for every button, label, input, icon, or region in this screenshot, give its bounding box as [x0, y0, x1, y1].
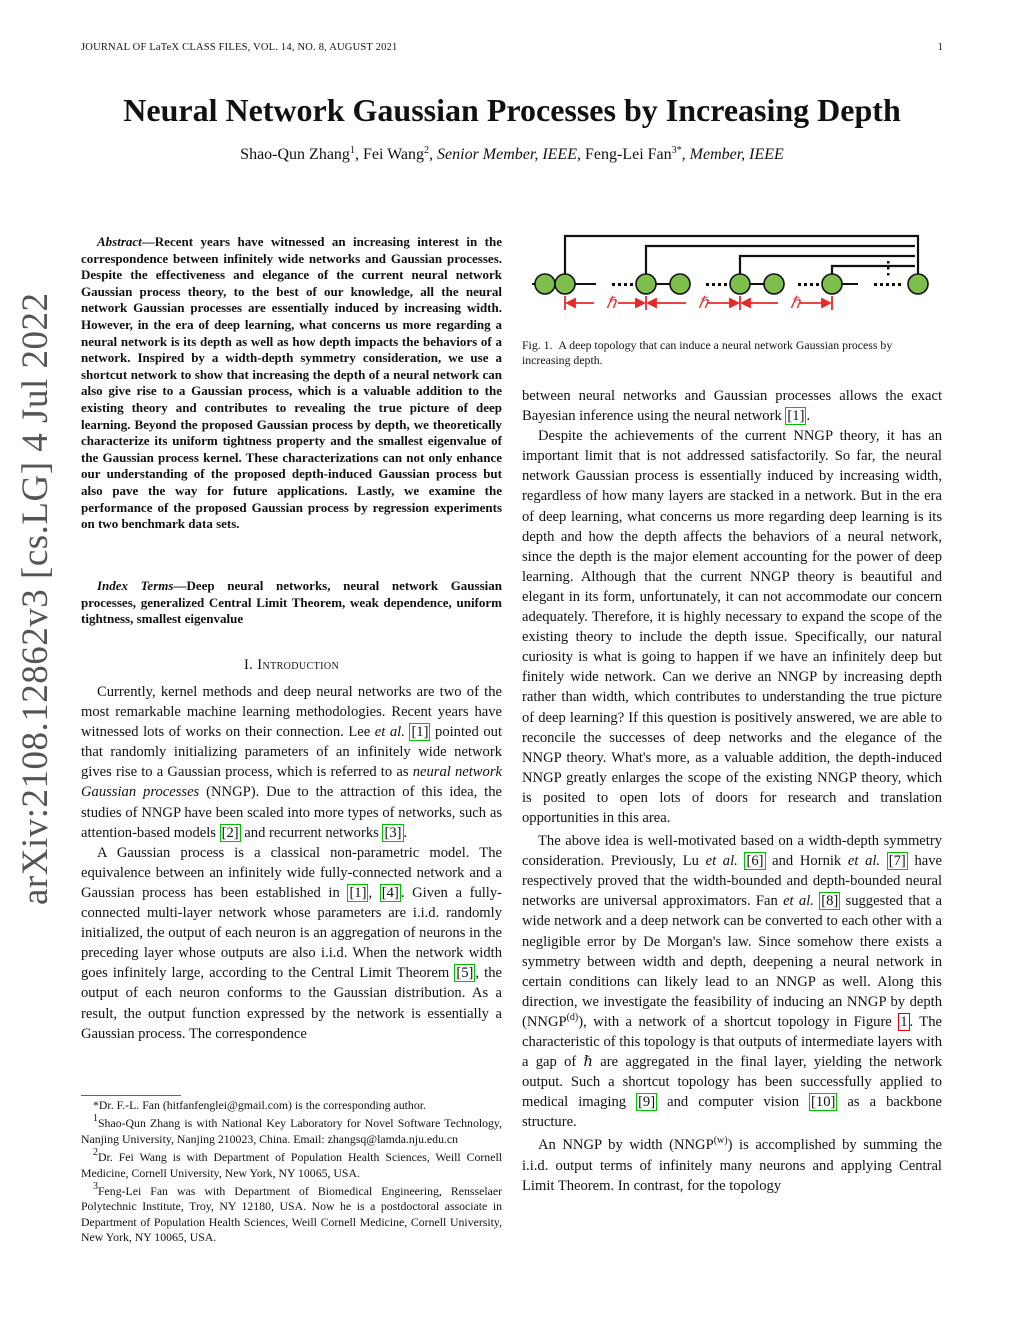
- node: [535, 274, 555, 294]
- citation-link[interactable]: [5]: [456, 965, 474, 982]
- gap-label: ℏ: [698, 295, 709, 312]
- gap-label: ℏ: [606, 295, 617, 312]
- abstract-label: Abstract: [97, 234, 142, 249]
- paragraph: between neural networks and Gaussian processes allows the exact Bayesian inference using the neural network [1] .: [522, 388, 942, 425]
- author-2: Fei Wang: [362, 146, 425, 163]
- author-line: Shao-Qun Zhang$^1$, Fei Wang$^2$, Senior Member, IEEE, Feng-Lei Fan$^{3*}$, Member, IEEE: [240, 145, 784, 163]
- index-terms: [81, 578, 502, 628]
- paragraph: Despite the achievements of the current NNGP theory, it has an important limit that is not addressed satisfactorily. So far, the neural network Gaussian process is essentially induced by increasing width, regardless of how many layers are stacked in a network. But in the era of deep learning, what concerns us more regarding deep learning is its depth and how the depth affects the behaviors of a neural network, since the depth is the major element accounting for the power of deep learning. Although that the current NNGP theory is beautiful and elegant in its form, unfortunately, it can not accommodate our concern adequately. Therefore, it is highly necessary to expand the scope of the existing theory to include the depth issue. Specifically, our natural curiosity is what is going to happen if we have an infinitely deep but finitely wide network. Can we derive an NNGP by increasing depth rather than width, which contributes to understanding the true picture of deep learning? If this question is positively answered, we are able to reconcile the successes of deep networks and the elegance of the NNGP theory. What's more, as a valuable addition, the depth-induced NNGP greatly enlarges the scope of the existing NNGP theory, which is posited to open lots of doors for research and translation opportunities in this area.: [522, 428, 942, 826]
- page-number: 1: [937, 42, 943, 53]
- node: [670, 274, 690, 294]
- footnote-1: $^1$Shao-Qun Zhang is with National Key Laboratory for Novel Software Technology, Nanjing University, Nanjing 210023, China. Email: zhangsq@lamda.nju.edu.cn: [81, 1113, 502, 1146]
- figure-1-diagram: [522, 228, 942, 320]
- citation-link[interactable]: [9]: [638, 1094, 656, 1111]
- citation-link[interactable]: [4]: [381, 884, 399, 901]
- footnote-2: $^2$Dr. Fei Wang is with Department of Population Health Sciences, Weill Cornell Medicine, Cornell University, New York, NY 10065, USA.: [81, 1147, 502, 1180]
- intro-left-column: [81, 682, 502, 1044]
- citation-link[interactable]: [1]: [349, 884, 367, 901]
- author-2-sup: 2: [424, 145, 430, 156]
- paragraph: A Gaussian process is a classical non-parametric model. The equivalence between an infinitely wide fully-connected network and a Gaussian process has been established in [1] , [4] . Given a fully-connected multi-layer network whose parameters are i.i.d. randomly initialized, the output of each neuron is an aggregation of neurons in the preceding layer whose outputs are also i.i.d. When the network width goes infinitely large, according to the Central Limit Theorem [5] , the output of each neuron conforms to the Gaussian distribution. As a result, the output function expressed by the network is essentially a Gaussian process. The correspondence: [81, 844, 503, 1042]
- author-3-role: Member, IEEE: [689, 146, 784, 163]
- node: [555, 274, 575, 294]
- author-2-role: Senior Member, IEEE: [437, 146, 577, 163]
- index-terms-label: Index Terms: [97, 578, 174, 593]
- index-terms-text: —Deep neural networks, neural network Gaussian processes, generalized Central Limit Theorem, weak dependence, uniform tightness, smallest eigenvalue: [81, 578, 502, 627]
- citation-link[interactable]: [3]: [384, 824, 402, 841]
- footnotes: [81, 1098, 502, 1249]
- paragraph: The above idea is well-motivated based on a width-depth symmetry consideration. Previously, Lu et al. [6] and Hornik et al. [7] have respectively proved that the width-bounded and depth-bounded neural networks are universal approximators. Fan et al. [8] suggested that a wide network and a deep network can be converted to each other with a negligible error by De Morgan's law. Since somehow there exists a symmetry between width and depth, deepening a neural network in certain conditions can likely lead to an NNGP as well. Along this direction, we investigate the feasibility of inducing an NNGP by depth (NNGP$^{(d)}$), with a network of a shortcut topology in Figure 1 . The characteristic of this topology is that outputs of intermediate layers with a gap of ℏ are aggregated in the final layer, yielding the network output. Such a shortcut topology has been successfully applied to medical imaging [9] and computer vision [10] as a backbone structure.: [522, 833, 943, 1131]
- author-1: Shao-Qun Zhang: [240, 146, 350, 163]
- paragraph: An NNGP by width (NNGP$^{(w)}$) is accomplished by summing the i.i.d. output terms of infinitely many neurons and applying Central Limit Theorem. In contrast, for the topology: [522, 1135, 942, 1194]
- citation-link[interactable]: [1]: [411, 724, 429, 741]
- node: [908, 274, 928, 294]
- node: [822, 274, 842, 294]
- footnote-3: $^3$Feng-Lei Fan was with Department of Biomedical Engineering, Rensselaer Polytechnic Institute, Troy, NY 12180, USA. Now he is a postdoctoral associate in Department of Population Health Sciences, Weill Cornell Medicine, Cornell University, New York, NY 10065, USA.: [81, 1181, 502, 1245]
- section-heading-introduction: I. Introduction: [243, 657, 340, 673]
- citation-link[interactable]: [6]: [746, 853, 764, 870]
- node: [764, 274, 784, 294]
- author-3-sup: 3*: [671, 145, 682, 156]
- node: [636, 274, 656, 294]
- figure-link[interactable]: 1: [900, 1013, 908, 1030]
- abstract-text: —Recent years have witnessed an increasing interest in the correspondence between infinitely wide networks and Gaussian processes. Despite the effectiveness and elegance of the current neural network Gaussian process theory, to the best of our knowledge, all the neural network Gaussian processes are essentially induced by increasing width. However, in the era of deep learning, what concerns us more regarding a neural network is its depth as well as how depth impacts the behaviors of a network. Inspired by a width-depth symmetry consideration, we use a shortcut network to show that increasing the depth of a neural network can also give rise to a Gaussian process, which is a valuable addition to the existing theory and contributes to revealing the true picture of deep learning. Beyond the proposed Gaussian process by depth, we theoretically characterize its uniform tightness property and the smallest eigenvalue of the Gaussian process kernel. These characterizations can not only enhance our understanding of the proposed depth-induced Gaussian process but also pave the way for future applications. Lastly, we examine the performance of the proposed Gaussian process by regression experiments on two benchmark data sets.: [81, 234, 502, 532]
- citation-link[interactable]: [8]: [821, 893, 839, 910]
- running-header: JOURNAL OF LaTeX CLASS FILES, VOL. 14, NO. 8, AUGUST 2021: [81, 42, 398, 53]
- footnote-corresponding: *Dr. F.-L. Fan (hitfanfenglei@gmail.com) is the corresponding author.: [93, 1098, 426, 1112]
- node: [730, 274, 750, 294]
- author-1-sup: 1: [349, 145, 355, 156]
- abstract: [81, 234, 502, 533]
- arxiv-stamp[interactable]: arXiv:2108.12862v3 [cs.LG] 4 Jul 2022: [15, 292, 56, 905]
- shortcut-line-4: [832, 266, 915, 284]
- paragraph: Currently, kernel methods and deep neural networks are two of the most remarkable machine learning methodologies. Recent years have witnessed lots of works on their connection. Lee et al. [1] pointed out that randomly initializing parameters of an infinitely wide network gives rise to a Gaussian process, which is referred to as neural network Gaussian processes (NNGP). Due to the attraction of this idea, the studies of NNGP have been scaled into more types of networks, such as attention-based models [2] and recurrent networks [3] .: [81, 684, 502, 841]
- paper-title: Neural Network Gaussian Processes by Increasing Depth: [123, 92, 901, 128]
- gap-label: ℏ: [790, 295, 801, 312]
- footnote-rule: [81, 1095, 181, 1096]
- vertical-ellipsis: [887, 261, 890, 276]
- citation-link[interactable]: [10]: [811, 1094, 836, 1111]
- author-3: Feng-Lei Fan: [584, 146, 672, 163]
- citation-link[interactable]: [7]: [888, 853, 906, 870]
- citation-link[interactable]: [2]: [221, 824, 239, 841]
- figure-1-caption: Fig. 1. A deep topology that can induce a neural network Gaussian process by increasing depth.: [522, 338, 893, 368]
- intro-right-column: [522, 386, 942, 1196]
- citation-link[interactable]: [1]: [787, 408, 805, 425]
